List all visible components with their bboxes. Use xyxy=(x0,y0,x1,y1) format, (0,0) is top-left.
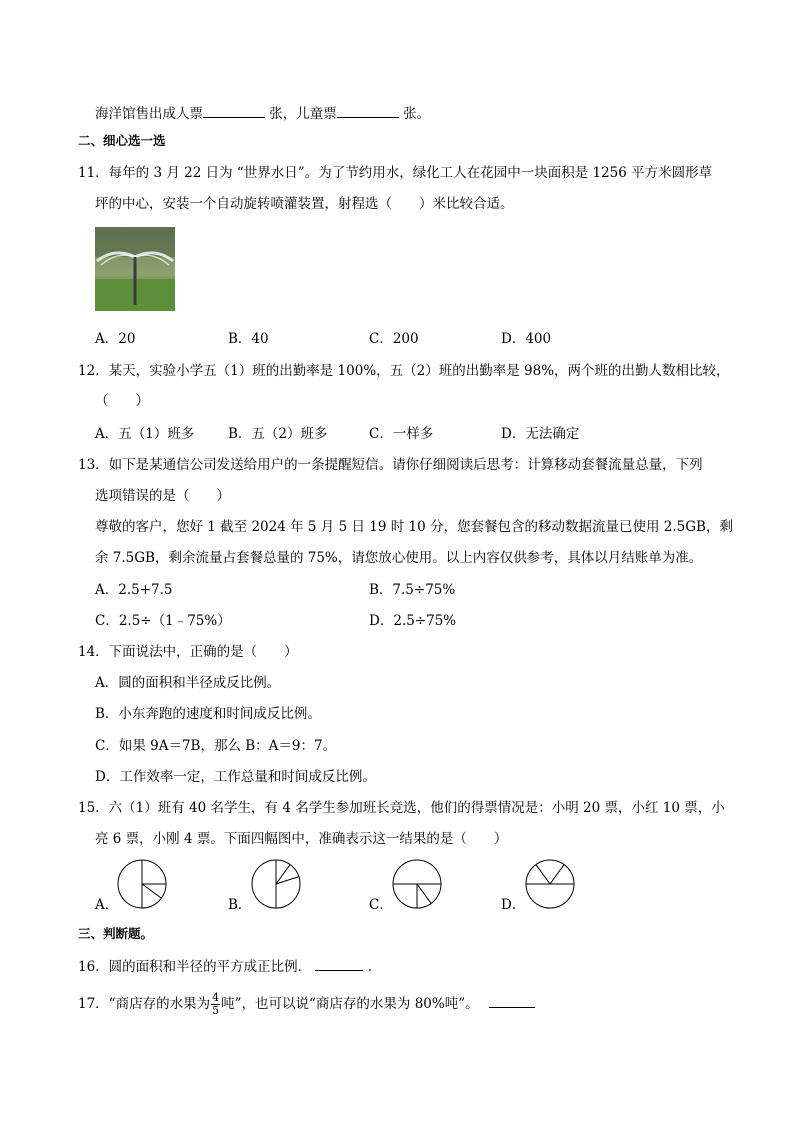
q13-line-3: 尊敬的客户，您好 1 截至 2024 年 5 月 5 日 19 时 10 分，您套餐包含的移动数据流量已使用 2.5GB，剩 xyxy=(95,519,733,535)
q12-option-b[interactable]: B．五（2）班多 xyxy=(228,426,328,442)
q17-post: 吨”，也可以说“商店存的水果为 80%吨”。 xyxy=(221,996,479,1012)
q10-text-1: 海洋馆售出成人票 xyxy=(95,106,203,122)
answer-blank[interactable] xyxy=(337,103,399,118)
fraction-denominator: 5 xyxy=(212,1004,220,1017)
q13-option-c[interactable]: C．2.5÷（1﹣75%） xyxy=(95,613,231,629)
q11-option-c[interactable]: C．200 xyxy=(369,331,419,347)
q12-line-2: （ ） xyxy=(95,393,149,409)
q12-option-a[interactable]: A．五（1）班多 xyxy=(95,426,195,442)
q12-option-d[interactable]: D．无法确定 xyxy=(501,426,580,442)
q13-option-b[interactable]: B．7.5÷75% xyxy=(369,582,456,598)
pie-chart-d[interactable] xyxy=(525,859,575,909)
q15-option-a[interactable]: A． xyxy=(95,897,119,913)
q13-line-4: 余 7.5GB，剩余流量占套餐总量的 75%，请您放心使用。以上内容仅供参考，具体以月结账单为准。 xyxy=(95,550,703,566)
answer-blank[interactable] xyxy=(203,103,265,118)
q10-text-2: 张，儿童票 xyxy=(269,106,337,122)
q10-tail xyxy=(95,103,430,123)
q15-line-2: 亮 6 票，小刚 4 票。下面四幅图中，准确表示这一结果的是（ ） xyxy=(95,831,508,847)
q15-option-b[interactable]: B． xyxy=(228,897,252,913)
q16 xyxy=(78,956,381,976)
q13-option-a[interactable]: A．2.5+7.5 xyxy=(95,582,173,598)
section-3-heading: 三、判断题。 xyxy=(78,926,154,941)
q14-stem: 14．下面说法中，正确的是（ ） xyxy=(78,644,298,660)
q17 xyxy=(78,991,535,1017)
q15-option-c[interactable]: C． xyxy=(369,897,393,913)
fraction-numerator: 4 xyxy=(212,991,220,1004)
q16-end: ． xyxy=(367,959,382,975)
q11-option-d[interactable]: D．400 xyxy=(501,331,552,347)
pie-chart-a[interactable] xyxy=(117,859,167,909)
q15-line-1: 15．六（1）班有 40 名学生，有 4 名学生参加班长竞选，他们的得票情况是：小明 20 票，小红 10 票，小 xyxy=(78,800,725,816)
q14-option-d[interactable]: D．工作效率一定，工作总量和时间成反比例。 xyxy=(95,769,376,785)
q13-line-1: 13．如下是某通信公司发送给用户的一条提醒短信。请你仔细阅读后思考：计算移动套餐流量总量，下列 xyxy=(78,457,703,473)
section-2-heading: 二、细心选一选 xyxy=(78,133,166,148)
q11-option-b[interactable]: B．40 xyxy=(228,331,269,347)
q13-option-d[interactable]: D．2.5÷75% xyxy=(369,613,457,629)
q15-option-d[interactable]: D． xyxy=(501,897,526,913)
q16-text: 16．圆的面积和半径的平方成正比例． xyxy=(78,959,312,975)
answer-blank[interactable] xyxy=(315,956,363,971)
fraction xyxy=(211,992,220,1017)
q13-line-2: 选项错误的是（ ） xyxy=(95,488,230,504)
q11-option-a[interactable]: A．20 xyxy=(95,331,136,347)
pie-chart-b[interactable] xyxy=(251,859,301,909)
q12-line-1: 12．某天，实验小学五（1）班的出勤率是 100%，五（2）班的出勤率是 98%，两个班的出勤人数相比较， xyxy=(78,363,730,379)
q11-line-2: 坪的中心，安装一个自动旋转喷灌装置，射程选（ ）米比较合适。 xyxy=(95,196,514,212)
sprinkler-photo xyxy=(95,227,175,311)
q14-option-b[interactable]: B．小东奔跑的速度和时间成反比例。 xyxy=(95,706,321,722)
q17-pre: 17．“商店存的水果为 xyxy=(78,996,211,1012)
q10-text-3: 张。 xyxy=(403,106,431,122)
answer-blank[interactable] xyxy=(489,993,535,1008)
q12-option-c[interactable]: C．一样多 xyxy=(369,426,434,442)
q14-option-c[interactable]: C．如果 9A＝7B，那么 B：A＝9：7。 xyxy=(95,738,337,754)
q14-option-a[interactable]: A．圆的面积和半径成反比例。 xyxy=(95,675,281,691)
pie-chart-c[interactable] xyxy=(392,859,442,909)
q11-line-1: 11．每年的 3 月 22 日为 “世界水日”。为了节约用水，绿化工人在花园中一块面积是 1256 平方米圆形草 xyxy=(78,165,713,181)
